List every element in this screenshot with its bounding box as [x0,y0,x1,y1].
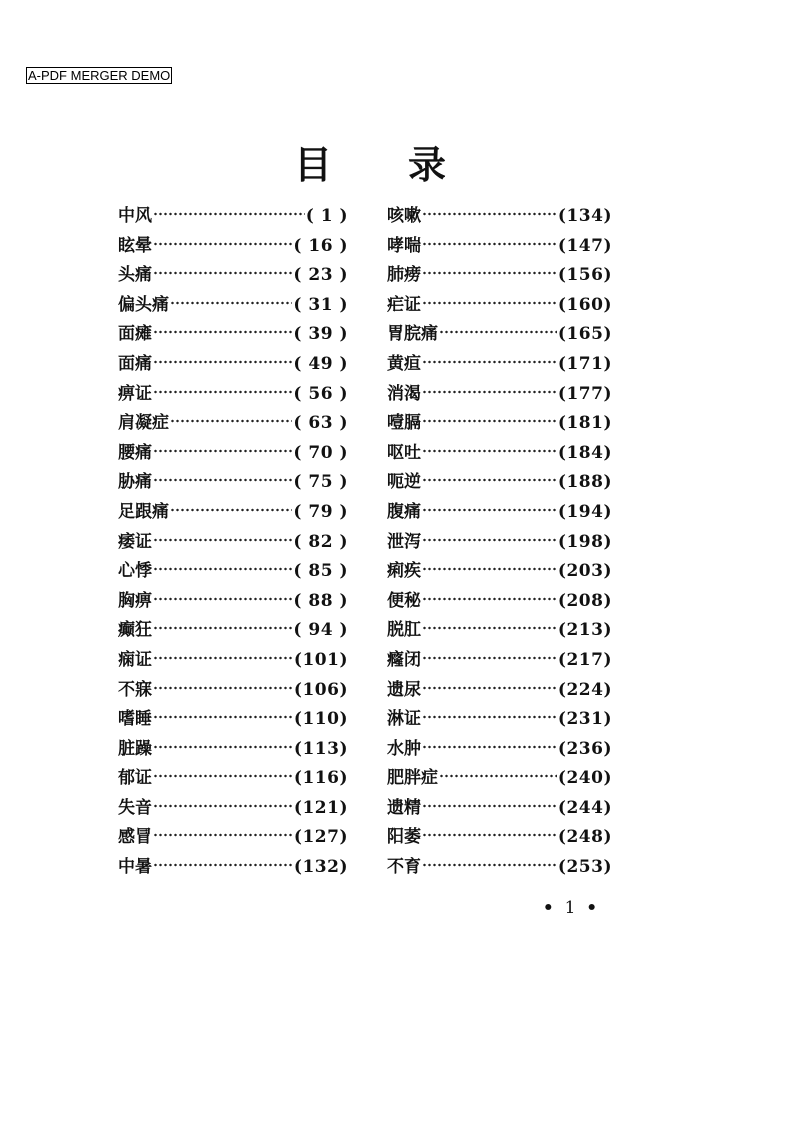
toc-entry [387,350,612,380]
toc-entry [387,853,612,883]
toc-entry-page: ( 70 ) [293,442,348,463]
toc-entry-label: 感冒 [118,827,152,848]
toc-entry-label: 不寐 [118,679,152,700]
page-title [290,140,460,190]
toc-leader [170,300,292,306]
toc-leader [422,685,557,691]
toc-entry-label: 头痛 [118,265,152,286]
toc-entry [118,823,348,853]
toc-leader [422,714,557,720]
toc-entry-label: 痹证 [118,383,152,404]
toc-leader [170,418,292,424]
toc-entry-label: 偏头痛 [118,294,169,315]
toc-entry [387,735,612,765]
toc-entry [118,528,348,558]
toc-entry [387,261,612,291]
toc-entry [387,764,612,794]
toc-entry-label: 肺痨 [387,265,421,286]
toc-entry-page: ( 16 ) [293,235,348,256]
toc-leader [153,596,292,602]
toc-leader [153,685,293,691]
toc-entry-label: 淋证 [387,709,421,730]
toc-entry [118,409,348,439]
toc-entry-page: (224) [557,679,612,700]
toc-entry-label: 呕吐 [387,442,421,463]
toc-entry [118,646,348,676]
toc-entry-page: ( 79 ) [293,501,348,522]
toc-entry-page: ( 75 ) [293,472,348,493]
toc-entry [387,794,612,824]
toc-entry-label: 中风 [118,206,152,226]
toc-leader [422,625,557,631]
toc-entry-label: 胁痛 [118,472,152,493]
toc-leader [422,537,557,543]
toc-leader [422,803,557,809]
toc-leader [422,566,557,572]
toc-entry-label: 眩晕 [118,235,152,256]
toc-leader [153,566,292,572]
toc-entry-label: 噎膈 [387,413,421,434]
toc-entry-page: (181) [557,413,612,434]
toc-entry-label: 不育 [387,857,421,878]
toc-leader [422,596,557,602]
toc-entry-label: 咳嗽 [387,206,421,226]
toc-entry-label: 肩凝症 [118,413,169,434]
toc-leader [422,389,557,395]
toc-leader [153,714,293,720]
toc-entry [387,587,612,617]
toc-entry-page: (121) [293,797,348,818]
toc-entry-page: (177) [557,383,612,404]
toc-entry-label: 腰痛 [118,442,152,463]
toc-entry [387,291,612,321]
toc-entry-page: ( 31 ) [293,294,348,315]
toc-entry [387,439,612,469]
toc-entry [118,498,348,528]
toc-entry-page: ( 23 ) [293,265,348,286]
toc-entry-label: 面痛 [118,353,152,374]
toc-entry-label: 阳萎 [387,827,421,848]
toc-entry [387,676,612,706]
toc-leader [153,803,293,809]
toc-entry [118,439,348,469]
page-number-footer [530,896,610,920]
toc-leader [153,477,292,483]
toc-entry-page: (113) [293,738,348,759]
toc-entry-label: 痿证 [118,531,152,552]
toc-leader [153,211,305,217]
toc-entry-page: (116) [293,768,348,789]
toc-entry [387,823,612,853]
toc-entry [118,261,348,291]
toc-leader [153,773,293,779]
page-title-char-1: 目 [294,142,333,187]
toc-entry-page: (198) [557,531,612,552]
toc-entry [118,202,348,232]
toc-entry-page: ( 88 ) [293,590,348,611]
toc-entry-label: 黄疸 [387,353,421,374]
toc-leader [153,389,292,395]
toc-leader [153,448,292,454]
toc-leader [422,744,557,750]
toc-entry [387,320,612,350]
toc-entry [387,409,612,439]
toc-leader [422,270,557,276]
toc-entry-label: 中暑 [118,857,152,878]
toc-entry [387,232,612,262]
toc-leader [439,773,557,779]
toc-entry [118,557,348,587]
toc-leader [153,537,292,543]
toc-right-column [387,202,612,883]
toc-leader [153,862,293,868]
toc-entry [118,616,348,646]
toc-entry-page: (132) [293,857,348,878]
toc-leader [422,241,557,247]
toc-entry-label: 嗜睡 [118,709,152,730]
toc-leader [422,655,557,661]
toc-entry-label: 面瘫 [118,324,152,345]
page-number-dot-left: • [542,898,554,918]
toc-entry-page: (208) [557,590,612,611]
toc-entry [387,380,612,410]
toc-entry-label: 癫狂 [118,620,152,641]
toc-entry [118,291,348,321]
toc-entry [118,676,348,706]
toc-entry-page: (213) [557,620,612,641]
toc-entry-label: 肥胖症 [387,768,438,789]
toc-entry-page: ( 39 ) [293,324,348,345]
toc-entry-label: 脱肛 [387,620,421,641]
toc-leader [153,625,292,631]
toc-entry-page: (110) [293,709,348,730]
toc-entry-page: (147) [557,235,612,256]
toc-leader [170,507,292,513]
toc-entry-label: 便秘 [387,590,421,611]
toc-entry [387,468,612,498]
toc-leader [422,832,557,838]
toc-entry [387,646,612,676]
toc-left-column [118,202,348,883]
toc-entry [118,232,348,262]
toc-entry-page: (240) [557,768,612,789]
toc-entry-page: (253) [557,857,612,878]
toc-entry-page: (134) [557,206,612,226]
toc-entry-label: 胸痹 [118,590,152,611]
toc-entry-label: 遗尿 [387,679,421,700]
toc-entry-page: (203) [557,561,612,582]
toc-entry [118,320,348,350]
toc-entry-page: (101) [293,649,348,670]
toc-entry-page: ( 82 ) [293,531,348,552]
page-number: 1 [564,898,576,918]
toc-leader [422,359,557,365]
toc-leader [422,507,557,513]
toc-entry-page: ( 1 ) [305,206,348,226]
toc-entry-label: 呃逆 [387,472,421,493]
toc-entry-label: 遗精 [387,797,421,818]
toc-entry-page: (106) [293,679,348,700]
toc-entry-page: (127) [293,827,348,848]
toc-leader [422,448,557,454]
toc-entry-page: (244) [557,797,612,818]
toc-entry [118,380,348,410]
toc-entry-page: (194) [557,501,612,522]
toc-entry-label: 痫证 [118,649,152,670]
toc-entry-page: ( 94 ) [293,620,348,641]
toc-entry-page: (156) [557,265,612,286]
toc-entry-label: 痢疾 [387,561,421,582]
toc-entry-label: 哮喘 [387,235,421,256]
toc-entry [118,350,348,380]
toc-entry [118,853,348,883]
toc-entry-page: (236) [557,738,612,759]
toc-entry-page: ( 85 ) [293,561,348,582]
toc-entry-page: (184) [557,442,612,463]
toc-leader [422,300,557,306]
toc-entry [118,705,348,735]
toc-leader [422,862,557,868]
toc-entry [387,705,612,735]
toc-entry-label: 疟证 [387,294,421,315]
toc-entry-label: 足跟痛 [118,501,169,522]
toc-entry [118,735,348,765]
toc-entry [387,557,612,587]
toc-entry [387,528,612,558]
toc-entry-page: ( 63 ) [293,413,348,434]
watermark: A-PDF MERGER DEMO [28,68,171,83]
toc-entry-label: 胃脘痛 [387,324,438,345]
toc-entry-page: (248) [557,827,612,848]
toc-entry-label: 失音 [118,797,152,818]
toc-entry-label: 癃闭 [387,649,421,670]
toc-entry-page: (160) [557,294,612,315]
toc-entry [118,794,348,824]
page-title-char-2: 录 [408,142,447,187]
toc-entry [118,587,348,617]
toc-entry-label: 消渴 [387,383,421,404]
toc-leader [422,211,557,217]
toc-entry-label: 水肿 [387,738,421,759]
toc-entry-page: (217) [557,649,612,670]
toc-entry [118,468,348,498]
toc-entry-page: (165) [557,324,612,345]
toc-entry-label: 脏躁 [118,738,152,759]
toc-leader [153,270,292,276]
toc-entry-label: 泄泻 [387,531,421,552]
toc-entry-label: 郁证 [118,768,152,789]
toc-entry-page: (188) [557,472,612,493]
toc-leader [153,744,293,750]
toc-entry [387,616,612,646]
toc-leader [439,329,557,335]
toc-leader [422,477,557,483]
toc-entry-label: 心悸 [118,561,152,582]
toc-leader [422,418,557,424]
toc-entry [387,498,612,528]
toc-leader [153,655,293,661]
toc-leader [153,241,292,247]
toc-entry-label: 腹痛 [387,501,421,522]
toc-leader [153,329,292,335]
toc-entry-page: (231) [557,709,612,730]
toc-entry-page: ( 49 ) [293,353,348,374]
toc-leader [153,359,292,365]
toc-entry [387,202,612,232]
toc-entry [118,764,348,794]
toc-leader [153,832,293,838]
toc-entry-page: (171) [557,353,612,374]
toc-entry-page: ( 56 ) [293,383,348,404]
page-number-dot-right: • [586,898,598,918]
